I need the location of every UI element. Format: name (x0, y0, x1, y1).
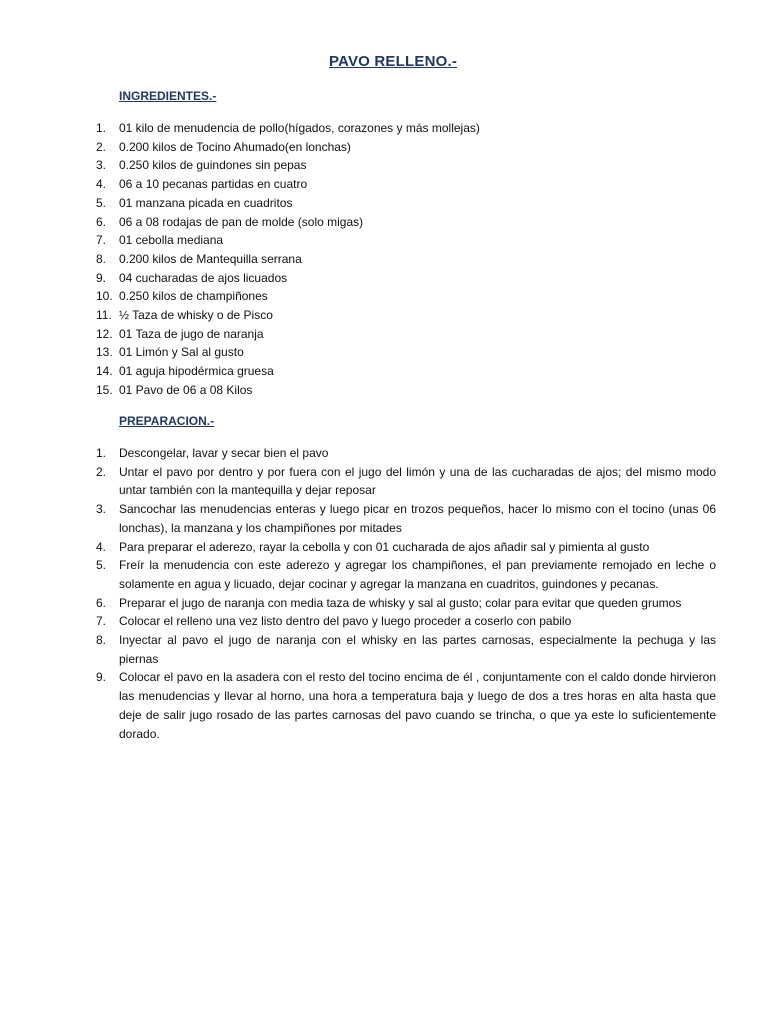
preparation-step (96, 556, 716, 593)
ingredients-heading: INGREDIENTES.- (119, 89, 217, 103)
preparation-step (96, 612, 716, 631)
step-number: 8. (96, 633, 107, 648)
ingredient-text: 01 kilo de menudencia de pollo(hígados, corazones y más mollejas) (119, 121, 480, 135)
document-title: PAVO RELLENO.- (328, 53, 458, 70)
ingredient-item (96, 119, 716, 138)
ingredient-item (96, 287, 716, 306)
ingredient-number: 8. (96, 251, 107, 266)
ingredient-number: 14. (96, 364, 113, 379)
ingredient-text: 0.250 kilos de champiñones (119, 289, 268, 304)
ingredients-list (96, 119, 716, 400)
step-text: Colocar el pavo en la asadera con el resto del tocino encima de él , conjuntamente con el caldo donde hirvieron las menudencias y llevar al horno, una hora a temperatura baja y luego de dos a tres horas en alta hasta que deje de salir jugo rosado de las partes carnosas del pavo cuando se trincha, o que ya este lo suficientemente dorado. (119, 670, 716, 741)
ingredient-item (96, 231, 716, 250)
step-text: Sancochar las menudencias enteras y luego picar en trozos pequeños, hacer lo mismo con el tocino (unas 06 lonchas), la manzana y los champiñones por mitades (119, 502, 716, 535)
step-text: Inyectar al pavo el jugo de naranja con el whisky en las partes carnosas, especialmente la pechuga y las piernas (119, 633, 716, 666)
ingredient-number: 5. (96, 195, 107, 210)
ingredient-number: 3. (96, 158, 107, 173)
ingredient-number: 11. (96, 308, 112, 323)
ingredient-text: 04 cucharadas de ajos licuados (119, 270, 288, 285)
ingredient-text: 01 cebolla mediana (119, 233, 224, 248)
step-text: Para preparar el aderezo, rayar la cebolla y con 01 cucharada de ajos añadir sal y pimienta al gusto (119, 539, 650, 554)
ingredient-item (96, 325, 716, 344)
preparation-step (96, 594, 716, 613)
preparation-step (96, 538, 716, 557)
ingredient-number: 6. (96, 214, 107, 229)
ingredient-item (96, 306, 716, 325)
step-text: Freír la menudencia con este aderezo y agregar los champiñones, el pan previamente remojado en leche o solamente en agua y licuado, dejar cocinar y agregar la manzana en cuadritos, guindones y pecanas. (119, 558, 716, 591)
ingredient-text: 01 aguja hipodérmica gruesa (119, 364, 274, 379)
ingredient-number: 7. (96, 233, 107, 248)
preparation-step (96, 668, 716, 743)
ingredient-text: 01 Taza de jugo de naranja (119, 326, 264, 341)
ingredient-item (96, 175, 716, 194)
step-number: 6. (96, 595, 107, 610)
ingredient-number: 10. (96, 289, 113, 304)
ingredient-item (96, 269, 716, 288)
preparation-step (96, 444, 716, 463)
step-text: Colocar el relleno una vez listo dentro del pavo y luego proceder a coserlo con pabilo (119, 614, 572, 629)
step-number: 1. (96, 446, 107, 460)
ingredient-text: 01 Limón y Sal al gusto (119, 345, 244, 360)
ingredient-item (96, 343, 716, 362)
preparation-heading: PREPARACION.- (119, 414, 215, 428)
ingredient-number: 2. (96, 139, 107, 154)
ingredient-text: 0.250 kilos de guindones sin pepas (119, 158, 307, 173)
ingredient-item (96, 362, 716, 381)
ingredient-number: 4. (96, 177, 107, 192)
ingredient-item (96, 213, 716, 232)
ingredient-number: 1. (96, 121, 107, 135)
ingredient-number: 9. (96, 270, 107, 285)
preparation-step (96, 631, 716, 668)
ingredient-item (96, 250, 716, 269)
ingredient-text: 06 a 08 rodajas de pan de molde (solo migas) (119, 214, 364, 229)
step-text: Untar el pavo por dentro y por fuera con el jugo del limón y una de las cucharadas de ajos; del mismo modo untar también con la mantequilla y dejar reposar (119, 464, 716, 498)
ingredient-text: 06 a 10 pecanas partidas en cuatro (119, 177, 308, 192)
step-number: 5. (96, 558, 107, 573)
ingredient-item (96, 138, 716, 157)
step-number: 3. (96, 502, 107, 517)
ingredient-number: 15. (96, 382, 113, 397)
ingredient-text: 0.200 kilos de Mantequilla serrana (119, 251, 302, 266)
ingredient-item (96, 156, 716, 175)
preparation-steps-list (96, 444, 716, 743)
step-text: Preparar el jugo de naranja con media taza de whisky y sal al gusto; colar para evitar que queden grumos (119, 595, 682, 610)
ingredient-item (96, 381, 716, 400)
step-text: Descongelar, lavar y secar bien el pavo (119, 446, 329, 460)
ingredient-text: 0.200 kilos de Tocino Ahumado(en lonchas) (119, 139, 351, 154)
ingredient-text: 01 Pavo de 06 a 08 Kilos (119, 382, 253, 397)
preparation-step (96, 463, 716, 500)
ingredient-item (96, 194, 716, 213)
ingredient-text: 01 manzana picada en cuadritos (119, 195, 293, 210)
ingredient-number: 13. (96, 345, 113, 360)
ingredient-text: ½ Taza de whisky o de Pisco (119, 308, 273, 323)
step-number: 4. (96, 539, 107, 554)
step-number: 7. (96, 614, 107, 629)
ingredient-number: 12. (96, 326, 113, 341)
preparation-step (96, 500, 716, 537)
step-number: 2. (96, 464, 107, 479)
step-number: 9. (96, 670, 107, 685)
